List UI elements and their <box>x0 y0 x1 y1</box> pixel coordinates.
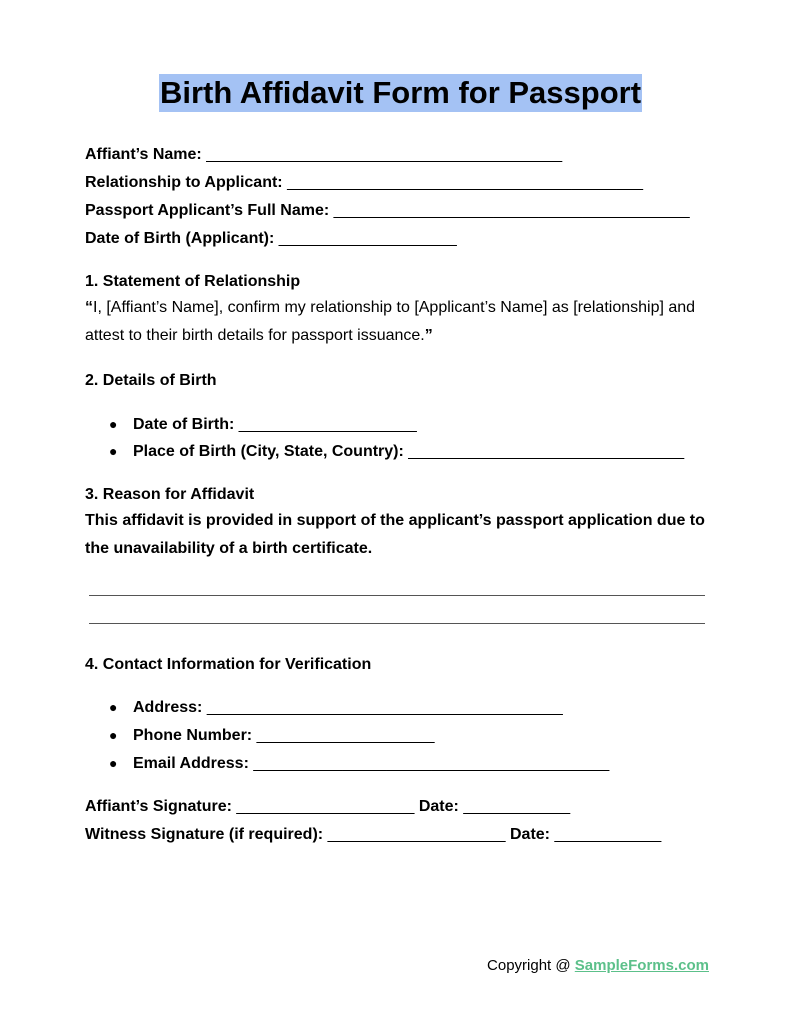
section1-heading: 1. Statement of Relationship <box>85 273 301 290</box>
address-blank[interactable]: ________________________________________ <box>206 699 563 716</box>
dob-blank[interactable]: ____________________ <box>238 416 417 433</box>
witness-date-blank[interactable]: ____________ <box>554 826 662 843</box>
affiant-date-blank[interactable]: ____________ <box>463 798 571 815</box>
dob-applicant-label: Date of Birth (Applicant): <box>85 230 275 247</box>
dob-field[interactable] <box>133 415 417 435</box>
email-label: Email Address: <box>133 755 249 772</box>
email-field[interactable] <box>133 754 609 774</box>
dob-applicant-field[interactable] <box>85 229 457 249</box>
place-of-birth-label: Place of Birth (City, State, Country): <box>133 443 404 460</box>
affiant-name-label: Affiant’s Name: <box>85 146 202 163</box>
statement-text: I, [Affiant’s Name], confirm my relationship to [Applicant’s Name] as [relationship] and attest to their birth details for passport issuance. <box>85 299 696 344</box>
section3-heading: 3. Reason for Affidavit <box>85 486 255 503</box>
open-quote: “ <box>85 299 93 316</box>
witness-signature-label: Witness Signature (if required): <box>85 826 324 843</box>
copyright-footer <box>487 956 709 976</box>
affiant-name-blank[interactable]: ________________________________________ <box>206 146 563 163</box>
witness-signature-blank[interactable]: ____________________ <box>327 826 506 843</box>
affiant-date-label: Date: <box>418 798 459 815</box>
place-of-birth-blank[interactable]: _______________________________ <box>408 443 685 460</box>
applicant-name-field[interactable] <box>85 201 690 221</box>
phone-label: Phone Number: <box>133 727 253 744</box>
section1-text <box>85 294 715 350</box>
relationship-blank[interactable]: ________________________________________ <box>287 174 644 191</box>
dob-label: Date of Birth: <box>133 416 235 433</box>
reason-line-2[interactable] <box>89 623 705 624</box>
bullet-icon: ● <box>109 416 118 432</box>
bullet-icon: ● <box>109 443 118 459</box>
address-label: Address: <box>133 699 203 716</box>
close-quote: ” <box>424 327 433 344</box>
affiant-signature-label: Affiant’s Signature: <box>85 798 232 815</box>
applicant-name-label: Passport Applicant’s Full Name: <box>85 202 330 219</box>
title-wrap <box>0 74 801 112</box>
bullet-icon: ● <box>109 755 118 771</box>
affiant-signature-blank[interactable]: ____________________ <box>236 798 415 815</box>
witness-signature-row[interactable] <box>85 825 661 845</box>
sampleforms-link[interactable]: SampleForms.com <box>574 957 709 974</box>
section3-text: This affidavit is provided in support of the applicant’s passport application due to the unavailability of a birth certificate. <box>85 512 705 557</box>
relationship-field[interactable] <box>85 173 643 193</box>
address-field[interactable] <box>133 698 563 718</box>
affiant-signature-row[interactable] <box>85 797 570 817</box>
copyright-text: Copyright @ <box>487 957 575 974</box>
phone-blank[interactable]: ____________________ <box>256 727 435 744</box>
place-of-birth-field[interactable] <box>133 442 684 462</box>
applicant-name-blank[interactable]: ________________________________________ <box>333 202 690 219</box>
reason-line-1[interactable] <box>89 595 705 596</box>
bullet-icon: ● <box>109 699 118 715</box>
bullet-icon: ● <box>109 727 118 743</box>
section2-heading: 2. Details of Birth <box>85 372 217 389</box>
page-title: Birth Affidavit Form for Passport <box>159 75 642 110</box>
email-blank[interactable]: ________________________________________ <box>253 755 610 772</box>
witness-date-label: Date: <box>509 826 550 843</box>
phone-field[interactable] <box>133 726 435 746</box>
section4-heading: 4. Contact Information for Verification <box>85 656 372 673</box>
dob-applicant-blank[interactable]: ____________________ <box>278 230 457 247</box>
affiant-name-field[interactable] <box>85 145 562 165</box>
relationship-label: Relationship to Applicant: <box>85 174 283 191</box>
